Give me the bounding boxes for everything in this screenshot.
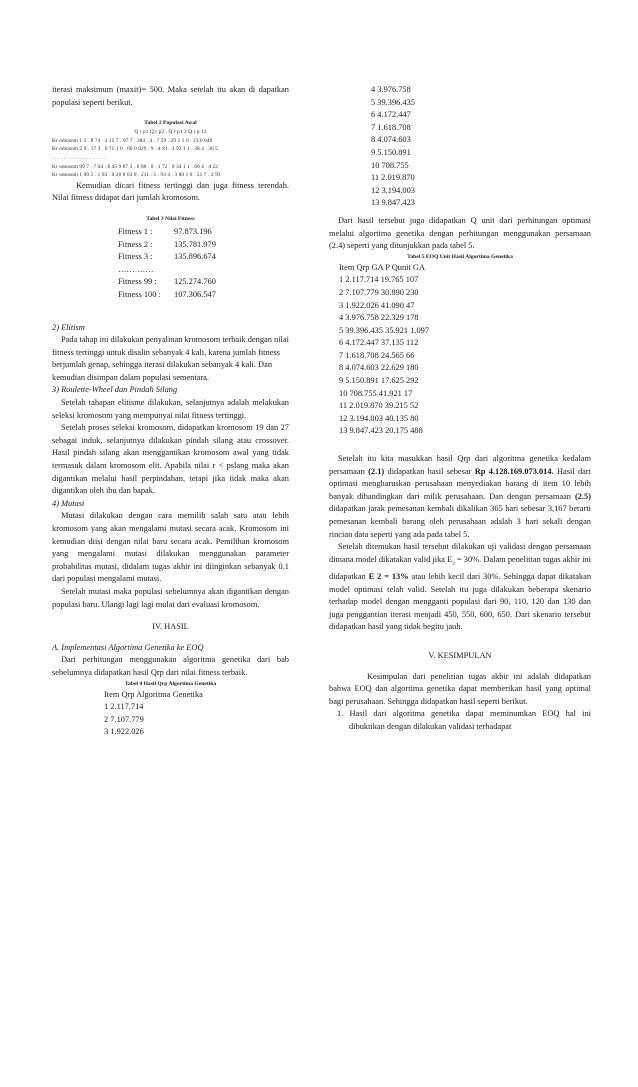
table5-row: 1 2.117.714 19.765 107 xyxy=(339,275,419,285)
table5-row: 8 4.074.603 22.629 180 xyxy=(339,363,419,373)
table5-row: 4 3.976.758 22.329 178 xyxy=(339,313,419,323)
section-heading-kesimpulan: V. KESIMPULAN xyxy=(428,651,492,661)
table4-row: 11 2.019.870 xyxy=(371,173,415,183)
table2-row: Kr omosom 1 3 . 8 74 . 3 15 7 . 97 7 . 384 . 4 . 7 59 . 29 1 1 0 . 23 0 049 xyxy=(52,137,213,144)
table2-caption: Tabel 2 Populasi Awal xyxy=(144,120,197,127)
table5-row: 3 1.922.026 41.090 47 xyxy=(339,300,415,310)
table3-row: Fitness 2 : 135.781.979 xyxy=(118,239,216,249)
table4-row: 10 708.755 xyxy=(371,160,409,170)
section-heading-hasil: IV. HASIL xyxy=(152,622,189,632)
heading-elitism: 2) Elitism xyxy=(52,322,85,332)
table4-row: 8 4.074.603 xyxy=(371,135,411,145)
table5-row: 2 7.107.779 30.890 230 xyxy=(339,287,419,297)
table5 xyxy=(329,262,591,438)
table2-header: Q r p1 Q r p2 . Q r p1 2 Q r p 13 xyxy=(134,129,207,136)
table3-row: Fitness 1 : 97.873.196 xyxy=(118,226,212,236)
table4-row: 13 9.847.423 xyxy=(371,198,415,208)
table3-caption: Tabel 3 Nilai Fitness xyxy=(146,215,195,222)
table4-row: 2 7.107.779 xyxy=(104,714,144,724)
table4-row: 9 5.150.891 xyxy=(371,147,411,157)
table2-row: Kr omosom 1 00 5 . 1 93 . 0 26 8 63 0 . 211 . 5 . 93 4 . 3 80 1 0 . 51 7 . 2 93 xyxy=(52,172,221,179)
heading-roulette: 3) Roulette-Wheel dan Pindah Silang xyxy=(52,385,178,395)
fitness-intro-paragraph: Kemudian dicari fitness tertinggi dan juga fitness terendah. Nilai fitness didapat dari jumlah kromosom. xyxy=(52,180,289,203)
table5-row: 5 39.396.435 35.921 1.097 xyxy=(339,325,430,335)
table5-row: 12 3.194.003 40.135 80 xyxy=(339,413,419,423)
table5-row: 10 708.755 41.921 17 xyxy=(339,388,413,398)
table5-caption: Tabel 5 EOQ Unit Hasil Algortima Genetika xyxy=(407,253,513,260)
table2-row: Kr omosom 2 9 . 17 3 . 6 75 1 0 . 60 0 829 . 9 . 4 81 . 4 92 1 1 . 38 4 . 36 5 xyxy=(52,146,219,153)
table4-caption: Tabel 4 Hasil Qrp Algortima Genetika xyxy=(124,680,217,687)
heading-mutasi: 4) Mutasi xyxy=(52,498,85,508)
table3 xyxy=(52,226,289,302)
table2-row: Kr omosom 99 7 . 7 04 . 8 45 9 87 3 . 6 86 . 8 . 1 72 . 6 34 1 1 . 06 4 . 4 22 xyxy=(52,163,219,170)
table4-row: 6 4.172.447 xyxy=(371,110,411,120)
table4-row: 5 39.396.435 xyxy=(371,97,415,107)
mutasi-paragraph-2: Setelah mutasi maka populasi sebelumnya akan digantikan dengan populasi baru. Ulangi lagi lagi mulai dari evaluasi kromosom. xyxy=(52,586,289,609)
table4-row: 12 3.194.003 xyxy=(371,185,415,195)
table4-row: 1 2.117.714 xyxy=(104,702,144,712)
table4-continued xyxy=(329,84,591,210)
equation-ref-2-5: (2.5) xyxy=(574,491,591,501)
table3-row: Fitness 100 : 107.306.547 xyxy=(118,289,216,299)
left-column xyxy=(52,84,289,739)
validation-paragraph: Setelah ditemukan hasil tersebut dilakukan uji validasi dengan persamaan dimana model dikatakan valid jika $E_2 = 30\%$. Dalam penelitian tugas akhir ini didapatkan E 2 = 13% atau lebih kecil dari 30%. Sehingga dapat dikatakan model optimasi telah valid. Setelah itu juga dilakukan beberapa skenario terhadap model dengan mengganti populasi dari 90, 110, 120 dan 130 dan juga penggantian iterasi menjadi 450, 550, 600, 650. Dari skenario tersebut didapatkan hasil yang tidak begitu jauh. xyxy=(329,542,592,632)
table2-row: . . . . . . . . . . . . . . . . . . . xyxy=(52,154,106,161)
table3-row: Fitness 3 : 135.896.674 xyxy=(118,252,216,262)
table4 xyxy=(52,689,289,739)
error-value: E 2 = 13% xyxy=(368,572,409,582)
q-unit-paragraph: Dari hasil tersebut juga didapatkan Q unit dari perhitungan optimasi melalui algortima genetika dengan perhitungan menggunakan persamaan (2.4) seperti yang ditunjukkan pada tabel 5. xyxy=(329,215,591,251)
table3-row: …… …… xyxy=(118,264,154,274)
table4-row: 7 1.618.708 xyxy=(371,122,411,132)
table5-row: 6 4.172.447 37.135 112 xyxy=(339,338,419,348)
table5-row: 7 1.618.708 24.565 66 xyxy=(339,350,415,360)
table4-header: Item Qrp Algoritma Genetika xyxy=(104,689,203,699)
table2 xyxy=(52,128,289,180)
intro-paragraph: iterasi maksimum (maxit)= 500. Maka setelah itu akan di dapatkan populasi seperti berikut. xyxy=(52,85,289,107)
mutasi-paragraph-1: Mutasi dilakukan dengan cara memilih salah satu atau lebih kromosom yang akan mengalami mutasi secara acak. Kromosom ini kemudian diisi dengan nilai baru secara acak. Pemilihan kromosom yang mengalami mutasi dilakukan menggunakan parameter probabilitas mutasi, didalam tugas akhir ini diinginkan sebanyak 0.1 dari populasi mengalami mutasi. xyxy=(52,511,289,584)
table5-row: 11 2.019.870 39.215 52 xyxy=(339,401,419,411)
kesimpulan-list-item-1: 1. Hasil dari algoritma genetika dapat meminumkan EOQ hal ini dibuktikan dengan dilakukan validasi terhadapat xyxy=(337,709,591,731)
table3-row: Fitness 99 : 125.274.760 xyxy=(118,277,216,287)
table4-row: 4 3.976.758 xyxy=(371,85,411,94)
table4-row: 3 1.922.026 xyxy=(104,727,144,737)
elitism-paragraph: Pada tahap ini dilakukan penyalinan kromosom terbaik dengan nilai fitness tertinggi untuk disalin sebanyak 4 kali, karena jumlah fitness berjumlah genap, sehingga iterasi dilakukan sebanyak 4 kali. Dan kemudian disimpan dalam populasi sementara. xyxy=(52,335,289,382)
result-paragraph: Setelah itu kita masukkan hasil Qrp dari algoritma genetika kedalam persamaan (2.1) didapatkan hasil sebesar Rp 4.128.169.073.014. Hasil dari optimasi mengharuskan perusahaan menyediakan barang di item 10 lebih banyak dibandingkan dari milik perusahaan. Dan dengan persamaan (2.5) didapatkan jarak pemesanan kembali dikalikan 365 hari sebesar 3,167 berarti pemesanan kembali barang oleh perusahaan adalah 3 hari sekali dengan rincian data seperti yang ada pada tabel 5. xyxy=(329,454,591,539)
table5-header: Item Qrp GA P Qunit GA xyxy=(339,262,425,272)
total-cost-value: Rp 4.128.169.073.014. xyxy=(474,466,554,476)
roulette-paragraph-2: Setelah proses seleksi kromosom, didapatkan kromosom 19 dan 27 sebagai induk, selanjutnya dilakukan pindah silang atau crossover. Hasil pindah silang akan menggantikan kromosom awal yang tidak termasuk dalam kromosom elit. Apabila nilai r < pslang maka akan digantikan melalui hasil perpindahan, tetapi jika tidak maka akan digantikan oleh ibu dan bapak. xyxy=(52,423,289,496)
roulette-paragraph-1: Setelah tahapan elitisme dilakukan, selanjutnya adalah melakukan seleksi kromosom yang mempunyai nilai fitness tertinggi. xyxy=(52,398,289,420)
table5-row: 13 9.847.423 20.175 488 xyxy=(339,426,423,436)
heading-implementasi: A. Implementasi Algortima Genetika ke EOQ xyxy=(52,642,204,652)
implementasi-paragraph: Dari perhitungan menggunakan algoritma genetika dari bab sebelumnya didapatkan hasil Qrp dari nilai fitness terbaik. xyxy=(52,655,289,677)
equation-ref-2-1: (2.1) xyxy=(368,466,385,476)
table5-row: 9 5.150.891 17.625 292 xyxy=(339,376,419,386)
right-column xyxy=(329,84,591,734)
kesimpulan-paragraph: Kesimpulan dari penelitian tugas akhir ini adalah didapatkan bahwa EOQ dan algortima genetika dapat memberikan hasil yang optimal bagi perusahaan. Sehingga didapatkan hasil seperti berikut. xyxy=(329,671,591,706)
